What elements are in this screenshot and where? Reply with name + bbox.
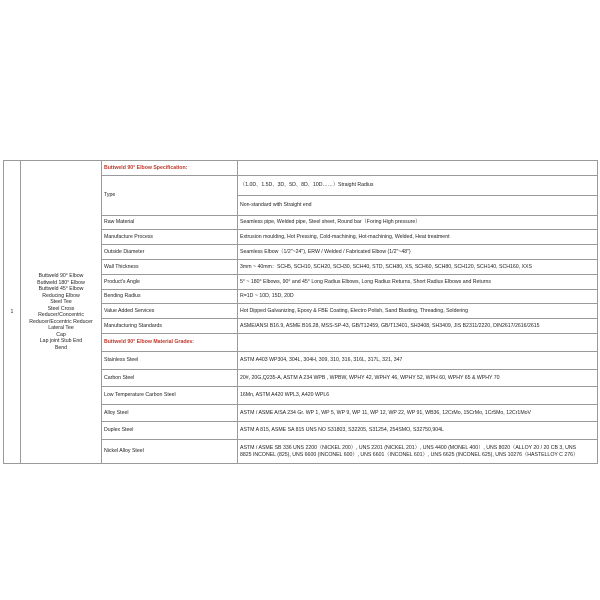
property-value: 5° ~ 180° Elbows, 90° and 45° Long Radius Elbows, Long Radius Returns, Short Radius Elbows and Returns bbox=[238, 275, 598, 290]
product-list-item: Steel Cross bbox=[47, 305, 75, 312]
property-value: Seamless pipe, Welded pipe, Steel sheet, Round bar（Foring High pressure） bbox=[238, 216, 598, 230]
spec-header-row bbox=[4, 161, 598, 176]
product-list-item: Cap bbox=[56, 331, 66, 338]
property-value: Extrusion moulding, Hot Pressing, Cold-machining, Hot-machining, Welded, Heat treatment bbox=[238, 230, 598, 245]
grade-value bbox=[238, 422, 598, 440]
grades-header-empty bbox=[238, 334, 598, 352]
property-label: Bending Radius bbox=[102, 290, 238, 304]
property-value: R=1D ~ 10D, 15D, 20D bbox=[238, 290, 598, 304]
grade-label: Stainless Steel bbox=[102, 352, 238, 370]
grade-value-line: ASTM A 815, ASME SA 815 UNS NO S31803, S32205, S31254, 254SMO, S32750,904L bbox=[240, 427, 444, 434]
grade-label: Carbon Steel bbox=[102, 370, 238, 387]
row-number: 1 bbox=[4, 161, 21, 464]
spec-header-empty bbox=[238, 161, 598, 176]
product-list-item: Buttweld 90° Elbow bbox=[38, 273, 84, 279]
product-list-item: Steel Tee bbox=[50, 299, 72, 305]
grade-value bbox=[238, 387, 598, 405]
grade-value bbox=[238, 405, 598, 422]
property-label: Outside Diameter bbox=[102, 245, 238, 260]
property-value: Hot Dipped Galvanizing, Epoxy & FBE Coating, Electro Polish, Sand Blasting, Threading, Soldering bbox=[238, 304, 598, 319]
spec-table-body bbox=[4, 161, 598, 464]
product-list-item: Buttweld 180° Elbow bbox=[37, 279, 85, 286]
property-value: ASME/ANSI B16.9, ASME B16.28, MSS-SP-43, GB/T12459, GB/T13401, SH3408, SH3409, JIS B2311/2220, DIN2617/2616/2615 bbox=[238, 319, 598, 334]
property-label: Manufacturing Standards bbox=[102, 319, 238, 334]
product-list-item: Lateral Tee bbox=[48, 325, 74, 331]
product-list-item: Lap joint Stub End bbox=[39, 338, 83, 344]
property-value: Non-standard with Straight end bbox=[238, 196, 598, 216]
product-list-item: Reducing Elbow bbox=[42, 292, 80, 299]
property-label: Raw Material bbox=[102, 216, 238, 230]
property-label: Product's Angle bbox=[102, 275, 238, 290]
product-list-item: Reducer/Eccentric Reducer bbox=[29, 318, 93, 325]
grade-value bbox=[238, 440, 598, 464]
grade-value-line: ASTM / ASME SB 336 UNS 2200（NICKEL 200）, UNS 2201 (NICKEL 201）, UNS 4400 (MONEL 400）, UNS 8020（ALLOY 20 / 20 CB 3, UNS bbox=[240, 445, 577, 451]
property-label: Wall Thickness bbox=[102, 260, 238, 275]
grades-section-title: Buttweld 90° Elbow Material Grades: bbox=[102, 334, 238, 352]
property-value: 3mm ~ 40mm：SCH5, SCH10, SCH20, SCH30, SCH40, STD, SCH80, XS, SCH60, SCH80, SCH120, SCH140, SCH160, XXS bbox=[238, 260, 598, 275]
grade-value-line: 20#, 20G,Q235-A, ASTM A 234 WPB , WPBW, WPHY 42, WPHY 46, WPHY 52, WPH 60, WPHY 65 & WPHY 70 bbox=[240, 374, 500, 381]
grade-value bbox=[238, 352, 598, 370]
property-value: （1.0D、1.5D、3D、5D、8D、10D……）Straight Radius bbox=[238, 176, 598, 196]
product-list-item: Buttweld 45° Elbow bbox=[38, 286, 84, 292]
spec-section-title: Buttweld 90° Elbow Specification: bbox=[102, 161, 238, 176]
spec-table bbox=[3, 160, 598, 464]
grade-value bbox=[238, 370, 598, 387]
grade-value-line: ASTM / ASME A/SA 234 Gr. WP 1, WP 5, WP 9, WP 11, WP 12, WP 22, WP 91, WB36, 12CrMo, 15CrMo, 1Cr5Mo, 12Cr1MoV bbox=[240, 409, 531, 416]
property-label: Type bbox=[102, 176, 238, 216]
grade-label: Nickel Alloy Steel bbox=[102, 440, 238, 464]
grade-value-line: ASTM A403 WP304, 304L, 304H, 309, 310, 316, 316L, 317L, 321, 347 bbox=[240, 357, 403, 364]
property-label: Value Added Services bbox=[102, 304, 238, 319]
property-value: Seamless Elbow（1/2"~24"), ERW / Welded / Fabricated Elbow (1/2"~48") bbox=[238, 245, 598, 260]
product-list-item: Reducer/Concentric bbox=[38, 312, 84, 318]
grade-label: Duplex Steel bbox=[102, 422, 238, 440]
grade-label: Alloy Steel bbox=[102, 405, 238, 422]
product-list bbox=[21, 161, 102, 464]
property-label: Manufacture Process bbox=[102, 230, 238, 245]
product-list-items bbox=[23, 273, 99, 351]
grade-label: Low Temperature Carbon Steel bbox=[102, 387, 238, 405]
grade-value-line: 8825 INCONEL (825), UNS 6600 (INCONEL 600）, UNS 6601（INCONEL 601）, UNS 6625 (INCONEL 625), UNS 10276（HASTELLOY C 276） bbox=[240, 451, 579, 458]
product-list-item: Bend bbox=[54, 344, 68, 351]
grade-value-line: 16Mn, ASTM A420 WPL3, A420 WPL6 bbox=[240, 392, 330, 399]
